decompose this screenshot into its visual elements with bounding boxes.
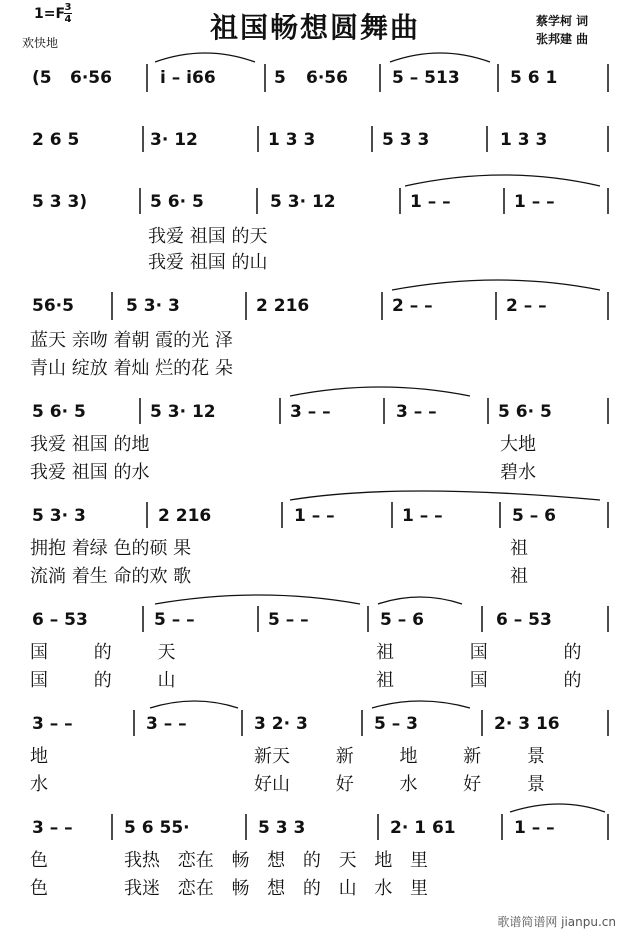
- lyric-row-7-verse-1: 国 的 天: [30, 642, 176, 663]
- time-signature-top: 3: [64, 2, 72, 13]
- score-row-5-measure-2: 3 – –: [290, 402, 331, 422]
- score-row-3-measure-3: 1 – –: [410, 192, 451, 212]
- time-signature-bottom: 4: [64, 14, 72, 25]
- lyric-row-7-verse-1-end: 祖 国 的: [376, 642, 582, 663]
- score-row-4-measure-0: 56·5: [32, 296, 74, 316]
- score-row-6-measure-1: 2 216: [158, 506, 212, 526]
- lyric-row-9-verse-1-end: 我热 恋在 畅 想 的 天 地 里: [124, 850, 429, 871]
- score-row-5-measure-0: 5 6· 5: [32, 402, 86, 422]
- score-row-2-measure-4: 1 3 3: [500, 130, 548, 150]
- score-row-8-measure-1: 3 – –: [146, 714, 187, 734]
- lyric-row-7-verse-2-end: 祖 国 的: [376, 670, 582, 691]
- lyric-row-5-verse-2: 我爱 祖国 的水: [30, 462, 150, 483]
- lyric-row-4-verse-2: 青山 绽放 着灿 烂的花 朵: [30, 358, 233, 379]
- score-row-9-measure-1: 5 6 55·: [124, 818, 190, 838]
- lyric-row-6-verse-2: 流淌 着生 命的欢 歌: [30, 566, 192, 587]
- score-row-2-measure-0: 2 6 5: [32, 130, 80, 150]
- score-row-5-measure-1: 5 3· 12: [150, 402, 216, 422]
- song-title: 祖国畅想圆舞曲: [209, 11, 420, 44]
- score-row-4-measure-2: 2 216: [256, 296, 310, 316]
- composer-credit: 张邦建 曲: [536, 32, 589, 46]
- score-row-5-measure-4: 5 6· 5: [498, 402, 552, 422]
- score-row-4-measure-1: 5 3· 3: [126, 296, 180, 316]
- score-row-8-measure-3: 5 – 3: [374, 714, 418, 734]
- lyric-row-3-verse-2: 我爱 祖国 的山: [148, 252, 268, 273]
- lyric-row-8-verse-2: 水: [30, 774, 48, 795]
- lyric-row-3-verse-1: 我爱 祖国 的天: [148, 226, 268, 247]
- lyric-row-8-verse-2-end: 好山 好 水 好 景: [254, 774, 545, 795]
- lyric-row-5-verse-1-end: 大地: [500, 434, 536, 455]
- score-row-7-measure-2: 5 – –: [268, 610, 309, 630]
- score-row-8-measure-4: 2· 3 16: [494, 714, 560, 734]
- score-row-4-measure-4: 2 – –: [506, 296, 547, 316]
- score-row-6-measure-4: 5 – 6: [512, 506, 556, 526]
- lyric-row-6-verse-1-end: 祖: [510, 538, 528, 559]
- score-row-1-measure-5: 5 – 513: [392, 68, 460, 88]
- score-row-7-measure-0: 6 – 53: [32, 610, 88, 630]
- lyric-row-6-verse-1: 拥抱 着绿 色的硕 果: [30, 538, 192, 559]
- lyric-row-8-verse-1-end: 新天 新 地 新 景: [254, 746, 545, 767]
- score-row-7-measure-3: 5 – 6: [380, 610, 424, 630]
- score-row-9-measure-4: 1 – –: [514, 818, 555, 838]
- score-row-6-measure-3: 1 – –: [402, 506, 443, 526]
- score-row-8-measure-0: 3 – –: [32, 714, 73, 734]
- score-row-3-measure-1: 5 6· 5: [150, 192, 204, 212]
- score-row-6-measure-0: 5 3· 3: [32, 506, 86, 526]
- tempo-marking: 欢快地: [22, 36, 59, 50]
- lyric-row-5-verse-1: 我爱 祖国 的地: [30, 434, 150, 455]
- score-row-5-measure-3: 3 – –: [396, 402, 437, 422]
- score-row-3-measure-4: 1 – –: [514, 192, 555, 212]
- lyric-row-9-verse-2-end: 我迷 恋在 畅 想 的 山 水 里: [124, 878, 429, 899]
- score-row-2-measure-1: 3· 12: [150, 130, 198, 150]
- score-row-9-measure-2: 5 3 3: [258, 818, 306, 838]
- score-row-1-measure-0: (5: [32, 68, 52, 88]
- score-row-4-measure-3: 2 – –: [392, 296, 433, 316]
- score-row-8-measure-2: 3 2· 3: [254, 714, 308, 734]
- slurs: [150, 53, 605, 812]
- score-row-1-measure-6: 5 6 1: [510, 68, 558, 88]
- score-row-6-measure-2: 1 – –: [294, 506, 335, 526]
- lyric-row-6-verse-2-end: 祖: [510, 566, 528, 587]
- lyric-row-9-verse-2: 色: [30, 878, 48, 899]
- watermark: 歌谱简谱网 jianpu.cn: [497, 915, 616, 929]
- score-row-1-measure-4: 6·56: [306, 68, 348, 88]
- score-row-7-measure-1: 5 – –: [154, 610, 195, 630]
- score-row-3-measure-2: 5 3· 12: [270, 192, 336, 212]
- lyric-row-7-verse-2: 国 的 山: [30, 670, 176, 691]
- score-row-1-measure-2: i – i66: [160, 68, 216, 88]
- lyric-row-8-verse-1: 地: [30, 746, 48, 767]
- score-row-7-measure-4: 6 – 53: [496, 610, 552, 630]
- score-row-9-measure-3: 2· 1 61: [390, 818, 456, 838]
- score-row-1-measure-1: 6·56: [70, 68, 112, 88]
- score-row-3-measure-0: 5 3 3): [32, 192, 88, 212]
- score-row-2-measure-3: 5 3 3: [382, 130, 430, 150]
- score-row-9-measure-0: 3 – –: [32, 818, 73, 838]
- score-row-2-measure-2: 1 3 3: [268, 130, 316, 150]
- key-signature: 1=F: [34, 6, 66, 22]
- lyric-row-9-verse-1: 色: [30, 850, 48, 871]
- lyric-row-4-verse-1: 蓝天 亲吻 着朝 霞的光 泽: [30, 330, 233, 351]
- score-row-1-measure-3: 5: [274, 68, 286, 88]
- lyric-row-5-verse-2-end: 碧水: [500, 462, 536, 483]
- lyricist-credit: 蔡学柯 词: [536, 14, 589, 28]
